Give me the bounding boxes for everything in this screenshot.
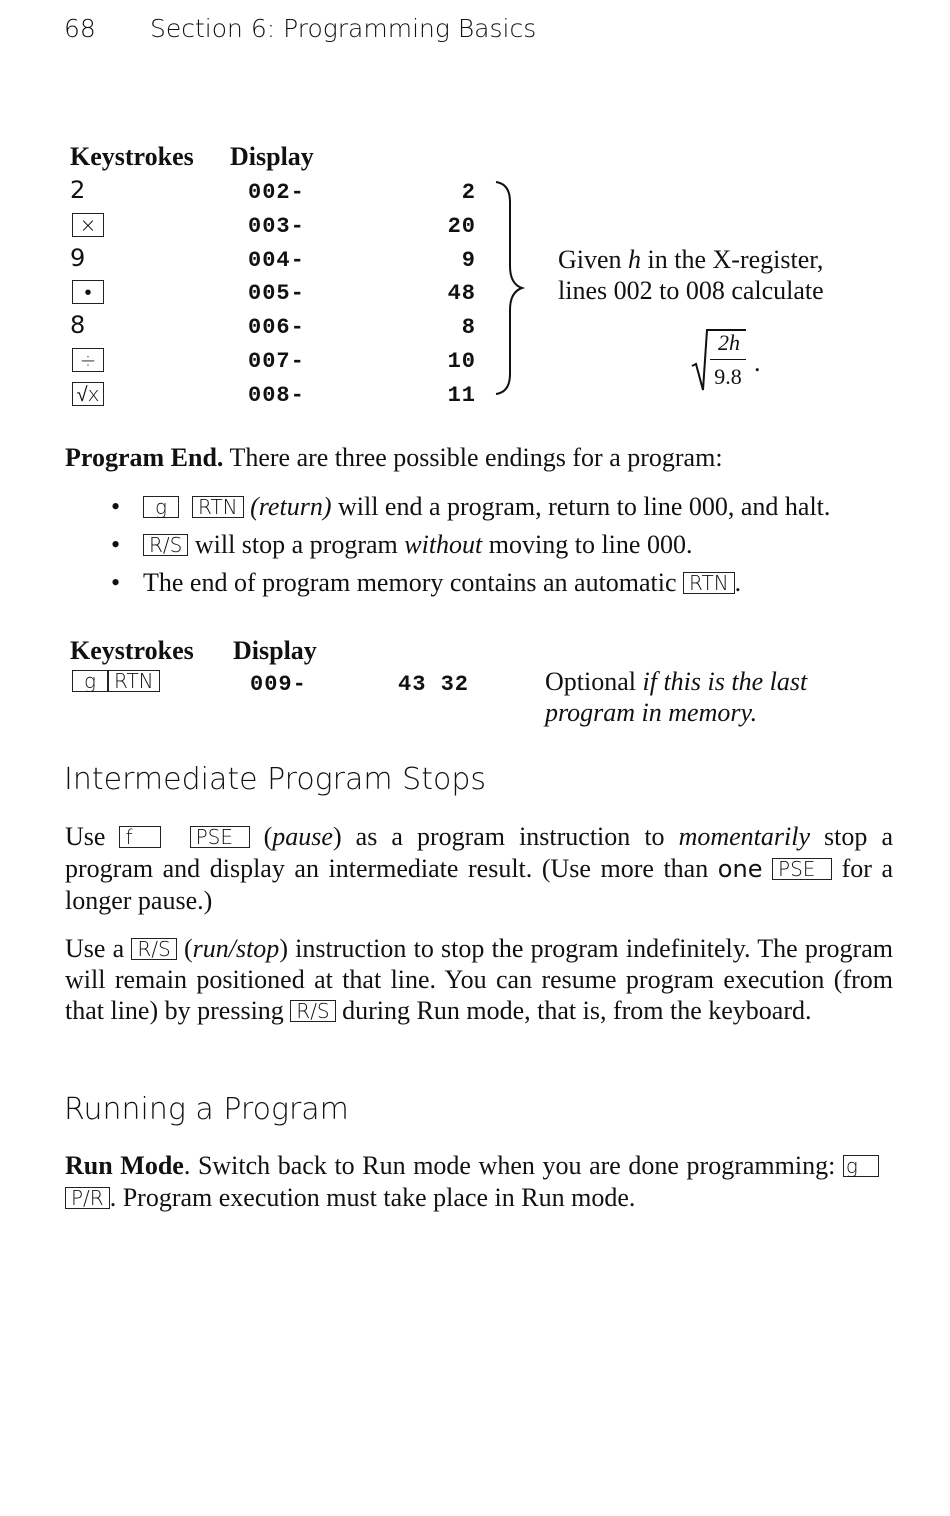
- list-text: will end a program, return to line 000, and halt.: [331, 492, 831, 521]
- table1-display-header: Display: [230, 142, 314, 171]
- list-text: .: [734, 568, 742, 597]
- para-text: one: [717, 855, 763, 883]
- key-rtn: RTN: [108, 670, 160, 692]
- table1-line: 002-: [248, 180, 305, 205]
- key-pr: P/R: [65, 1187, 110, 1209]
- table1-line: 005-: [248, 281, 305, 306]
- program-end-heading: Program End.: [65, 443, 224, 472]
- list-item: [65, 488, 925, 526]
- running-head: [64, 14, 536, 43]
- italic-text: run/stop: [192, 934, 280, 963]
- brace-icon: [494, 180, 528, 396]
- formula-period: .: [754, 348, 761, 377]
- calc-key: ÷: [72, 348, 104, 372]
- list-item: [65, 526, 925, 564]
- table1-code: 10: [447, 349, 476, 374]
- italic-text: without: [404, 530, 483, 559]
- key-rs: R/S: [290, 1000, 335, 1022]
- para-text: Use: [65, 822, 120, 851]
- list-text: will stop a program: [188, 530, 405, 559]
- table1-code: 11: [447, 383, 476, 408]
- table1-keystroke: [72, 213, 104, 238]
- list-item: [65, 564, 925, 602]
- table2-keystroke: [72, 670, 160, 694]
- table1-line: 004-: [248, 248, 305, 273]
- table1-keystroke: [72, 382, 104, 407]
- note-text: Given: [558, 245, 629, 274]
- key-rs: R/S: [143, 534, 188, 556]
- italic-text: (return): [250, 492, 332, 521]
- key-g: g: [72, 670, 108, 692]
- digit-text: 9: [70, 244, 86, 272]
- para-text: ) instruction to stop the program indefinitely. The program will remain positioned at that line. You can resume program execution (from that line) by pressing: [65, 934, 893, 1025]
- note-text: in the X-register,: [641, 245, 824, 274]
- table2-display-header: Display: [233, 636, 317, 665]
- bold-text: Run Mode: [65, 1151, 184, 1180]
- note-var: h: [628, 245, 642, 274]
- sqrt-formula: [690, 326, 780, 396]
- digit-text: 2: [70, 176, 86, 204]
- paragraph-runstop: [65, 933, 893, 1026]
- table1-keystroke: [70, 311, 85, 339]
- program-end-text: There are three possible endings for a program:: [223, 443, 723, 472]
- table2-code: 43 32: [398, 672, 470, 697]
- key-f: f: [119, 826, 161, 848]
- list-text: The end of program memory contains an automatic: [143, 568, 684, 597]
- digit-text: 8: [70, 311, 86, 339]
- table1-code: 48: [447, 281, 476, 306]
- para-text: for a longer pause.): [65, 854, 894, 915]
- note-line2: lines 002 to 008 calculate: [558, 276, 824, 305]
- para-text: ) as a program instruction to: [332, 822, 679, 851]
- list-text: moving to line 000.: [482, 530, 693, 559]
- key-rtn: RTN: [192, 496, 244, 518]
- table1-keystroke: [72, 280, 104, 305]
- table1-code: 2: [461, 180, 476, 205]
- formula-numerator: 2h: [718, 330, 740, 355]
- fraction-bar: [710, 359, 746, 360]
- note-italic: program in memory.: [545, 698, 758, 727]
- key-pse: PSE: [190, 826, 250, 848]
- note-italic: if this is the last: [642, 667, 808, 696]
- key-rtn: RTN: [683, 572, 735, 594]
- table1-line: 008-: [248, 383, 305, 408]
- table2-keystrokes-header: Keystrokes: [70, 636, 194, 665]
- calc-key: •: [72, 280, 104, 304]
- key-rs: R/S: [131, 938, 176, 960]
- key-g: g: [843, 1155, 879, 1177]
- table1-line: 007-: [248, 349, 305, 374]
- table1-keystrokes-header: Keystrokes: [70, 142, 194, 171]
- table1-line: 006-: [248, 315, 305, 340]
- note-text: Optional: [545, 667, 643, 696]
- italic-text: momentarily: [678, 822, 811, 851]
- para-text: (: [176, 934, 193, 963]
- para-text: . Switch back to Run mode when you are done programming:: [183, 1151, 843, 1180]
- table2-line: 009-: [250, 672, 307, 697]
- para-text: stop a program and display an intermediate result. (Use more than: [65, 822, 893, 883]
- calc-key: ×: [72, 213, 104, 237]
- table1-code: 20: [447, 214, 476, 239]
- table1-code: 9: [461, 248, 476, 273]
- table1-keystroke: [70, 244, 85, 272]
- table1-line: 003-: [248, 214, 305, 239]
- paragraph-pause: [65, 821, 893, 917]
- table1-code: 8: [461, 315, 476, 340]
- table1-keystroke: [70, 176, 85, 204]
- table1-keystroke: [72, 348, 104, 373]
- para-text: . Program execution must take place in Run mode.: [109, 1183, 636, 1212]
- key-pse: PSE: [772, 858, 832, 880]
- formula-denominator: 9.8: [714, 364, 742, 389]
- section-title: Section 6: Programming Basics: [150, 14, 537, 43]
- endings-list: [65, 488, 925, 602]
- table2-note: [545, 666, 807, 728]
- italic-text: pause: [272, 822, 333, 851]
- program-end-intro: [65, 442, 723, 474]
- para-text: (: [249, 822, 273, 851]
- paragraph-run-mode: [65, 1150, 893, 1214]
- section-heading: Intermediate Program Stops: [64, 762, 486, 797]
- para-text: during Run mode, that is, from the keyboard.: [335, 996, 812, 1025]
- calc-key: √x: [72, 382, 104, 406]
- table1-note: [558, 244, 824, 306]
- key-g: g: [143, 496, 179, 518]
- page-number: 68: [64, 14, 96, 43]
- section-heading: Running a Program: [64, 1092, 349, 1127]
- para-text: Use a: [65, 934, 132, 963]
